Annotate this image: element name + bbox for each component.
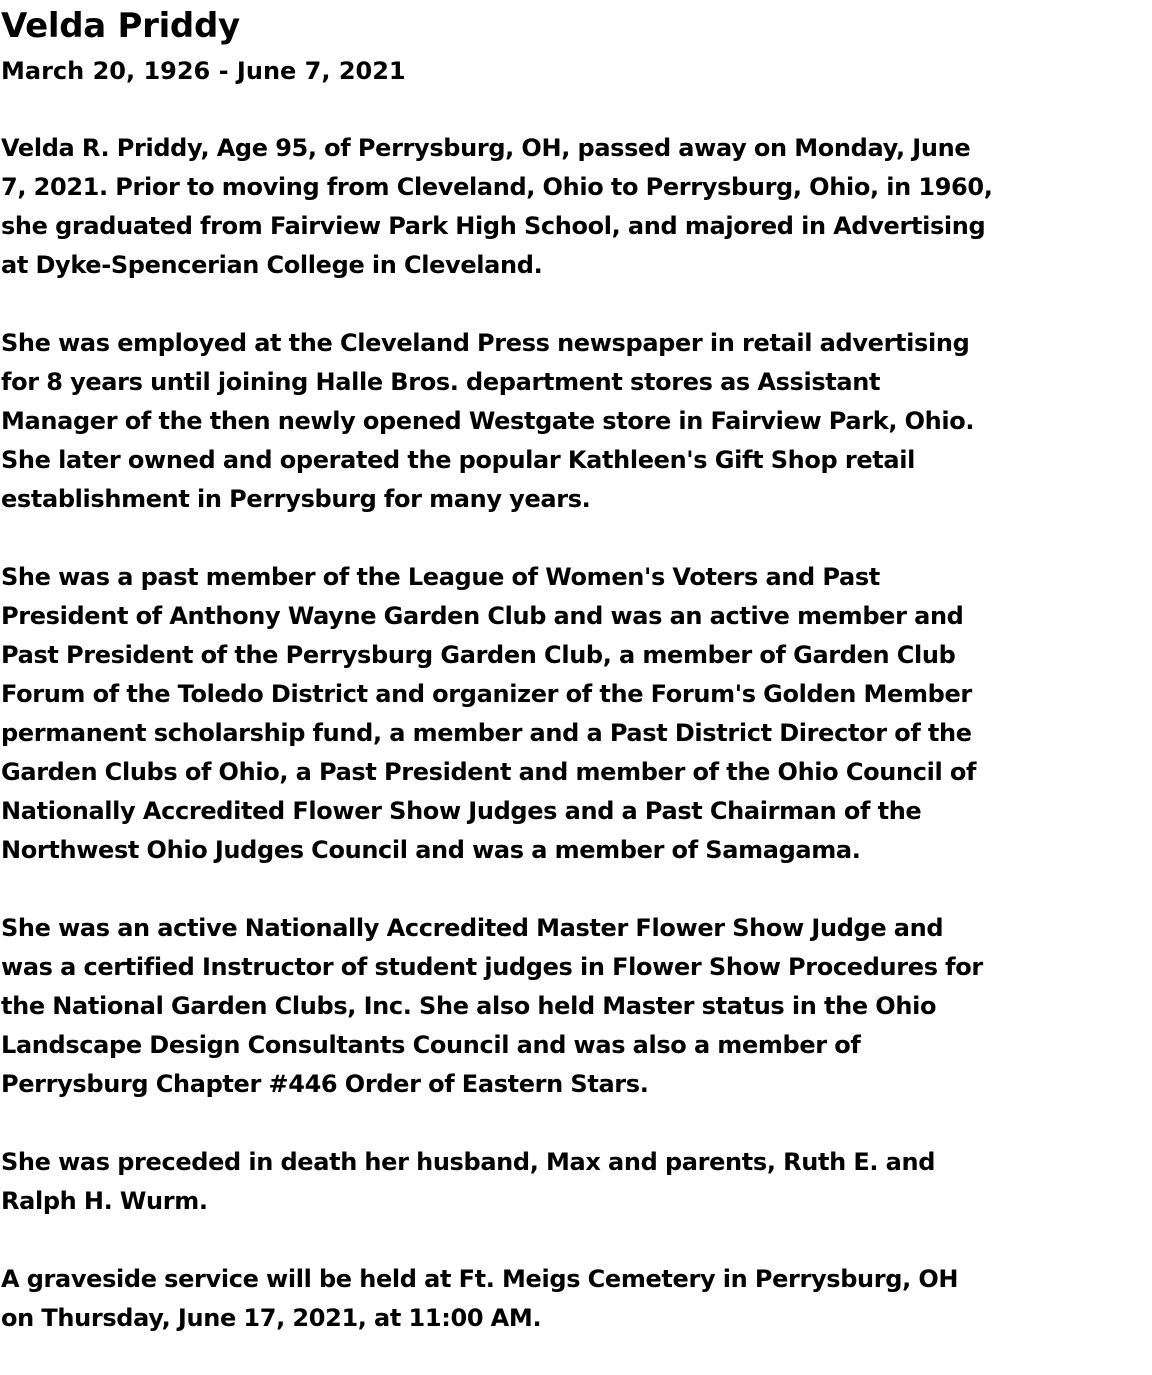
paragraph-memberships <box>1 558 976 870</box>
text-line: She was employed at the Cleveland Press newspaper in retail advertising <box>1 329 970 357</box>
text-line: Manager of the then newly opened Westgate store in Fairview Park, Ohio. <box>1 407 975 435</box>
text-line: Velda R. Priddy, Age 95, of Perrysburg, OH, passed away on Monday, June <box>1 134 971 162</box>
text-line: permanent scholarship fund, a member and a Past District Director of the <box>1 719 972 747</box>
text-line: the National Garden Clubs, Inc. She also held Master status in the Ohio <box>1 992 937 1020</box>
text-line: Nationally Accredited Flower Show Judges and a Past Chairman of the <box>1 797 922 825</box>
paragraph-early-life <box>1 129 993 285</box>
text-line: she graduated from Fairview Park High School, and majored in Advertising <box>1 212 986 240</box>
text-line: for 8 years until joining Halle Bros. department stores as Assistant <box>1 368 881 396</box>
text-line: at Dyke-Spencerian College in Cleveland. <box>1 251 543 279</box>
text-line: was a certified Instructor of student judges in Flower Show Procedures for <box>1 953 983 981</box>
text-line: Ralph H. Wurm. <box>1 1187 208 1215</box>
paragraph-family <box>1 1143 935 1221</box>
text-line: President of Anthony Wayne Garden Club and was an active member and <box>1 602 964 630</box>
obituary-dates: March 20, 1926 - June 7, 2021 <box>1 57 406 85</box>
text-line: on Thursday, June 17, 2021, at 11:00 AM. <box>1 1304 542 1332</box>
paragraph-service <box>1 1260 958 1338</box>
obituary-name: Velda Priddy <box>1 6 240 46</box>
text-line: Past President of the Perrysburg Garden Club, a member of Garden Club <box>1 641 956 669</box>
paragraph-career <box>1 324 974 519</box>
text-line: Perrysburg Chapter #446 Order of Eastern Stars. <box>1 1070 649 1098</box>
paragraph-judging <box>1 909 983 1104</box>
text-line: She was a past member of the League of Women's Voters and Past <box>1 563 880 591</box>
obituary-document <box>1 6 1141 1332</box>
text-line: Northwest Ohio Judges Council and was a member of Samagama. <box>1 836 861 864</box>
text-line: She later owned and operated the popular Kathleen's Gift Shop retail <box>1 446 915 474</box>
text-line: Forum of the Toledo District and organizer of the Forum's Golden Member <box>1 680 972 708</box>
text-line: She was preceded in death her husband, Max and parents, Ruth E. and <box>1 1148 936 1176</box>
text-line: A graveside service will be held at Ft. Meigs Cemetery in Perrysburg, OH <box>1 1265 959 1293</box>
text-line: establishment in Perrysburg for many years. <box>1 485 591 513</box>
text-line: She was an active Nationally Accredited Master Flower Show Judge and <box>1 914 944 942</box>
text-line: Landscape Design Consultants Council and was also a member of <box>1 1031 861 1059</box>
text-line: Garden Clubs of Ohio, a Past President and member of the Ohio Council of <box>1 758 977 786</box>
text-line: 7, 2021. Prior to moving from Cleveland, Ohio to Perrysburg, Ohio, in 1960, <box>1 173 993 201</box>
